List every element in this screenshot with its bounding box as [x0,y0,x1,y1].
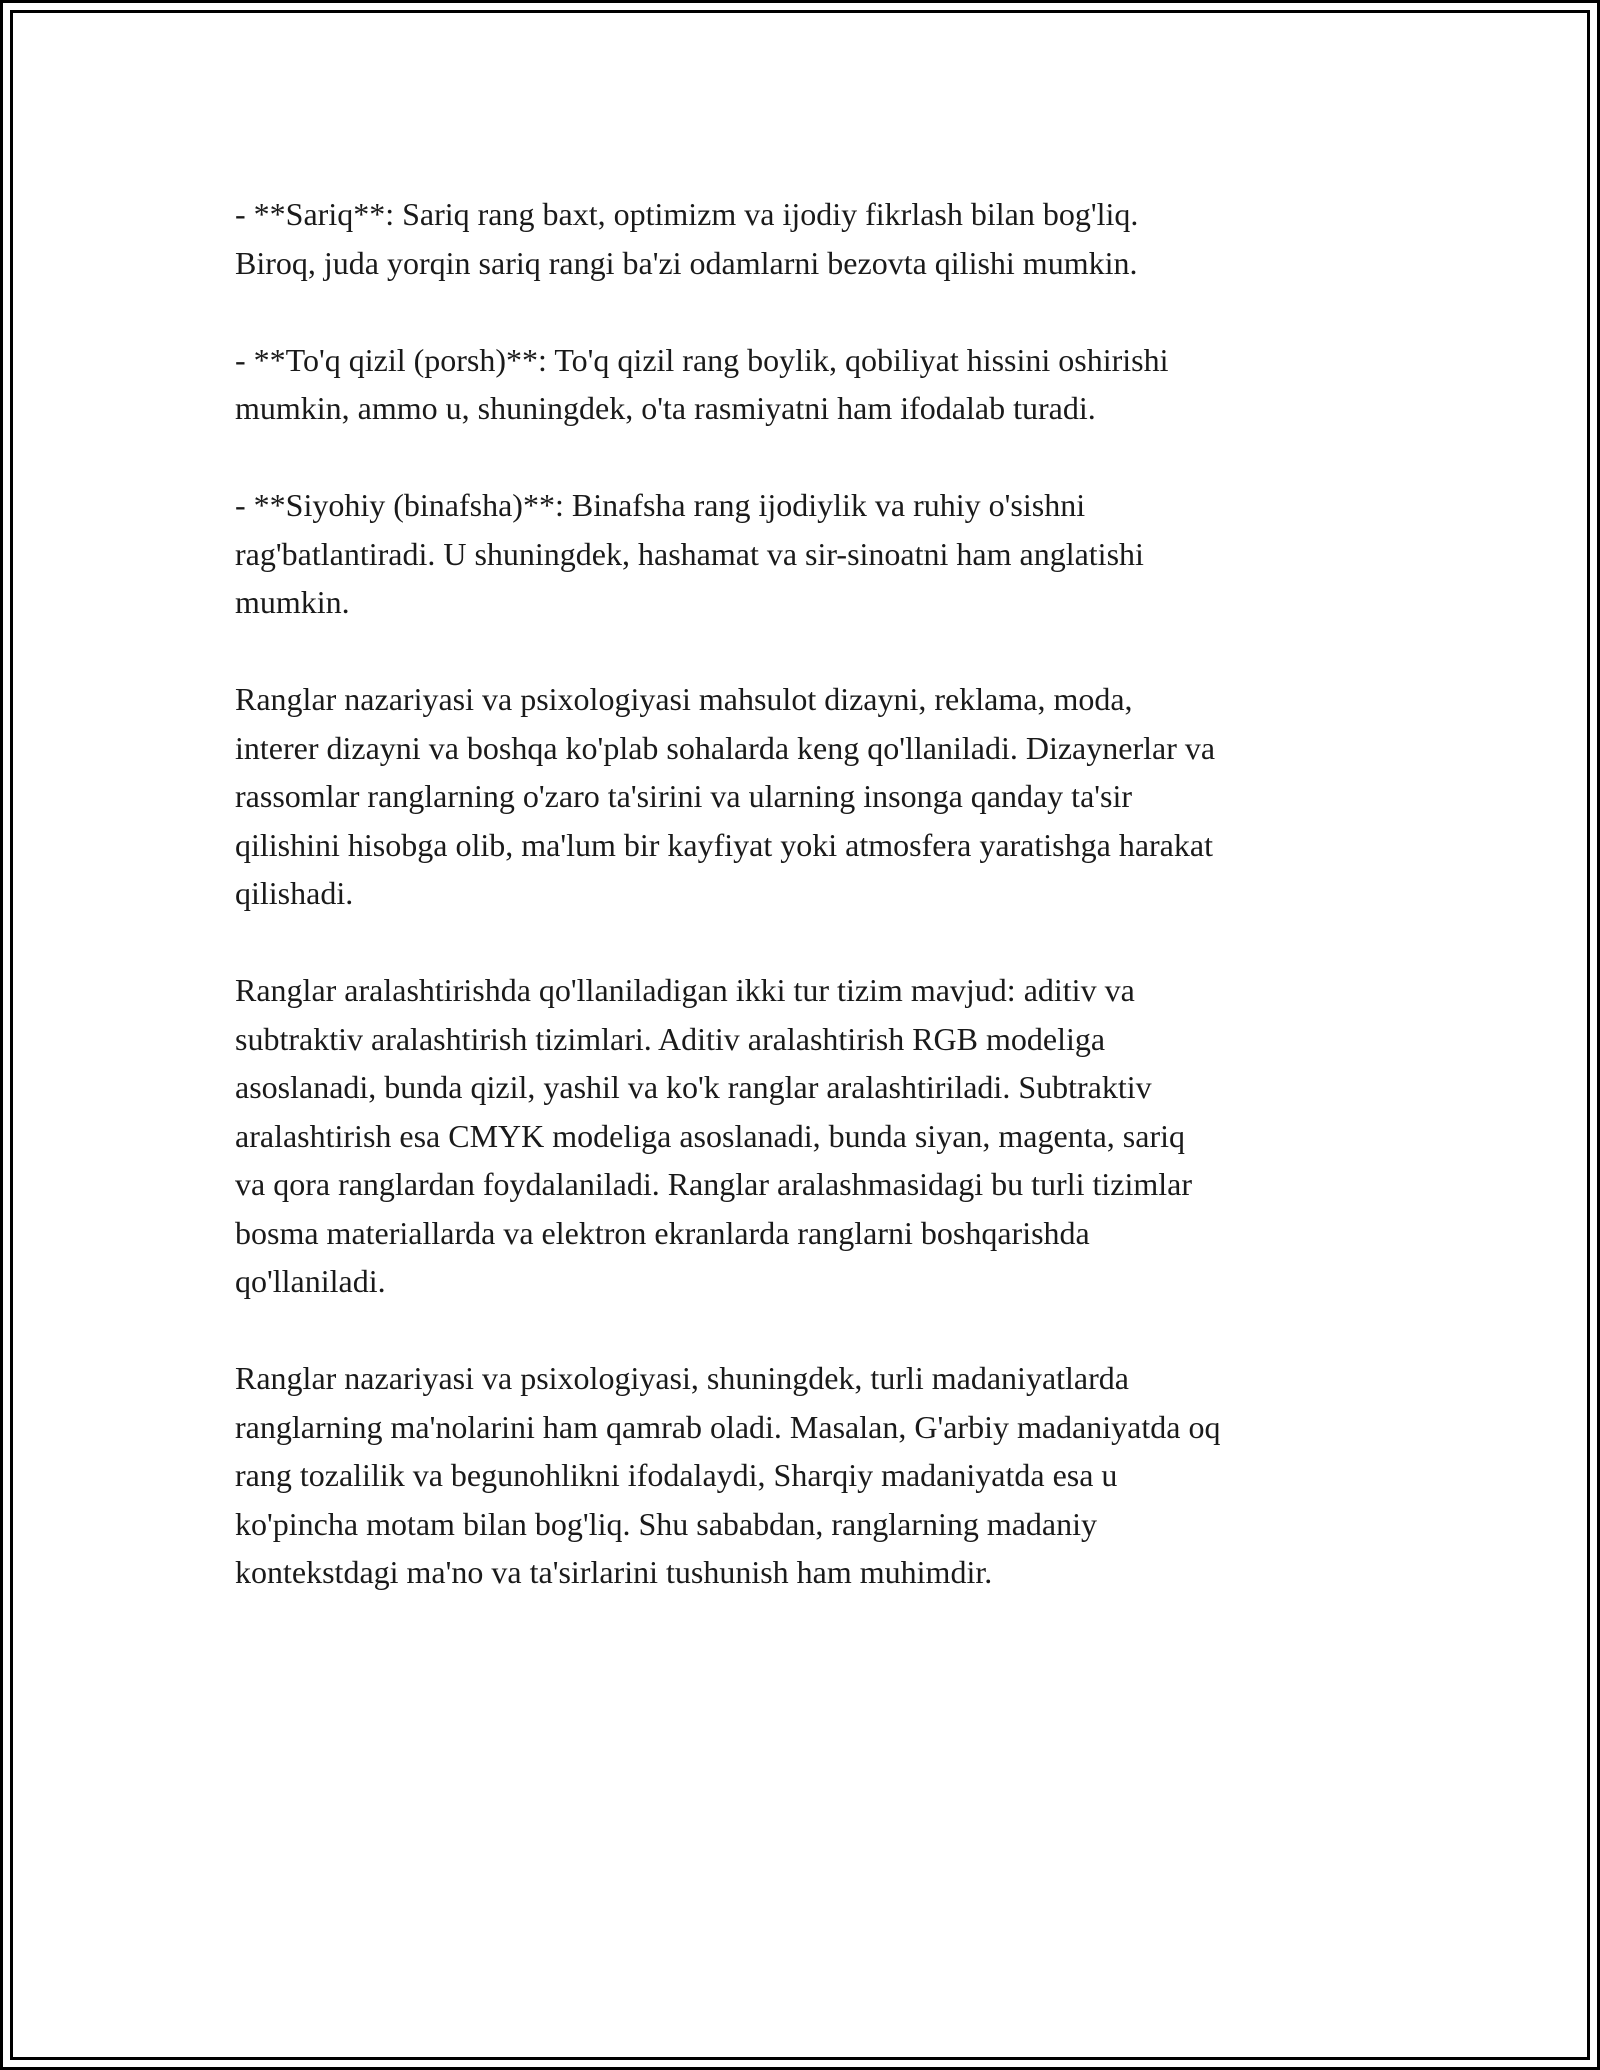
paragraph-sariq: - **Sariq**: Sariq rang baxt, optimizm va ijodiy fikrlash bilan bog'liq. Biroq, juda yorqin sariq rangi ba'zi odamlarni bezovta qilishi mumkin. [235,196,1139,281]
document-body [235,190,1395,1645]
paragraph-cultural-meaning: Ranglar nazariyasi va psixologiyasi, shuningdek, turli madaniyatlarda ranglarning ma'nolarini ham qamrab oladi. Masalan, G'arbiy madaniyatda oq rang tozalilik va begunohlikni ifodalaydi, Sharqiy madaniyatda esa u ko'pincha motam bilan bog'liq. Shu sababdan, ranglarning madaniy kontekstdagi ma'no va ta'sirlarini tushunish ham muhimdir. [235,1360,1221,1590]
paragraph-application: Ranglar nazariyasi va psixologiyasi mahsulot dizayni, reklama, moda, interer dizayni va boshqa ko'plab sohalarda keng qo'llaniladi. Dizaynerlar va rassomlar ranglarning o'zaro ta'sirini va ularning insonga qanday ta'sir qilishini hisobga olib, ma'lum bir kayfiyat yoki atmosfera yaratishga harakat qilishadi. [235,681,1216,911]
paragraph-toq-qizil: - **To'q qizil (porsh)**: To'q qizil rang boylik, qobiliyat hissini oshirishi mumkin, ammo u, shuningdek, o'ta rasmiyatni ham ifodalab turadi. [235,341,1169,426]
paragraph-mixing-systems: Ranglar aralashtirishda qo'llaniladigan ikki tur tizim mavjud: aditiv va subtraktiv aralashtirish tizimlari. Aditiv aralashtirish RGB modeliga asoslanadi, bunda qizil, yashil va ko'k ranglar aralashtiriladi. Subtraktiv aralashtirish esa CMYK modeliga asoslanadi, bunda siyan, magenta, sariq va qora ranglardan foydalaniladi. Ranglar aralashmasidagi bu turli tizimlar bosma materiallarda va elektron ekranlarda ranglarni boshqarishda qo'llaniladi. [235,972,1192,1299]
paragraph-siyohiy: - **Siyohiy (binafsha)**: Binafsha rang ijodiylik va ruhiy o'sishni rag'batlantiradi. U shuningdek, hashamat va sir-sinoatni ham anglatishi mumkin. [235,487,1144,620]
